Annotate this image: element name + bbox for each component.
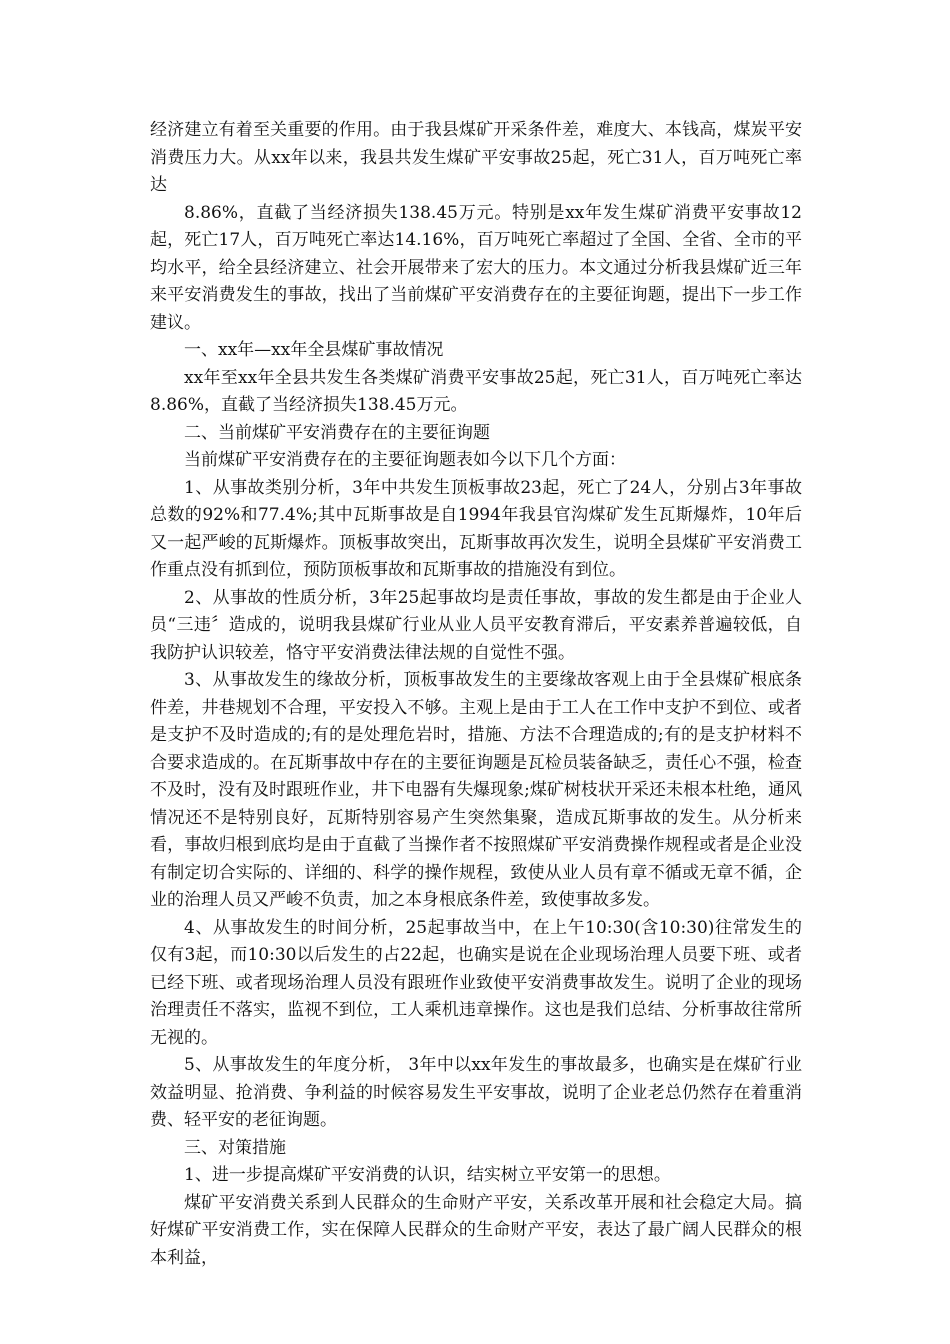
paragraph-point-1: 1、从事故类别分析，3年中共发生顶板事故23起，死亡了24人，分别占3年事故总数的92%和77.4%;其中瓦斯事故是自1994年我县官沟煤矿发生瓦斯爆炸，10年后又一起严峻的瓦斯爆炸。顶板事故突出，瓦斯事故再次发生，说明全县煤矿平安消费工作重点没有抓到位，预防顶板事故和瓦斯事故的措施没有到位。 — [150, 477, 802, 580]
paragraph-intro-continued: 经济建立有着至关重要的作用。由于我县煤矿开采条件差，难度大、本钱高，煤炭平安消费压力大。从xx年以来，我县共发生煤矿平安事故25起，死亡31人，百万吨死亡率达 — [150, 120, 802, 195]
paragraph-loss-statistics: 8.86%，直截了当经济损失138.45万元。特别是xx年发生煤矿消费平安事故12起，死亡17人，百万吨死亡率达14.16%，百万吨死亡率超过了全国、全省、全市的平均水平，给全县经济建立、社会开展带来了宏大的压力。本文通过分析我县煤矿近三年来平安消费发生的事故，找出了当前煤矿平安消费存在的主要征询题，提出下一步工作建议。 — [150, 202, 802, 333]
section-heading-3: 三、对策措施 — [184, 1137, 286, 1158]
paragraph-point-5: 5、从事故发生的年度分析， 3年中以xx年发生的事故最多，也确实是在煤矿行业效益明显、抢消费、争利益的时候容易发生平安事故，说明了企业老总仍然存在着重消费、轻平安的老征询题。 — [150, 1055, 802, 1130]
paragraph-problems-intro: 当前煤矿平安消费存在的主要征询题表如今以下几个方面： — [184, 450, 626, 470]
document-body — [150, 117, 802, 1272]
paragraph-point-3: 3、从事故发生的缘故分析，顶板事故发生的主要缘故客观上由于全县煤矿根底条件差，井巷规划不合理，平安投入不够。主观上是由于工人在工作中支护不到位、或者是支护不及时造成的;有的是处理危岩时，措施、方法不合理造成的;有的是支护材料不合要求造成的。在瓦斯事故中存在的主要征询题是瓦检员装备缺乏，责任心不强，检查不及时，没有及时跟班作业，井下电器有失爆现象;煤矿树枝状开采还未根本杜绝，通风情况还不是特别良好，瓦斯特别容易产生突然集聚，造成瓦斯事故的发生。从分析来看，事故归根到底均是由于直截了当操作者不按照煤矿平安消费操作规程或者是企业没有制定切合实际的、详细的、科学的操作规程，致使从业人员有章不循或无章不循，企业的治理人员又严峻不负责，加之本身根底条件差，致使事故多发。 — [150, 670, 802, 910]
paragraph-point-2: 2、从事故的性质分析，3年25起事故均是责任事故，事故的发生都是由于企业人员“三违〞造成的，说明我县煤矿行业从业人员平安教育滞后，平安素养普遍较低，自我防护认识较差，恪守平安消费法律法规的自觉性不强。 — [150, 587, 802, 663]
section-heading-1: 一、xx年—xx年全县煤矿事故情况 — [184, 340, 444, 360]
paragraph-measure-1-detail: 煤矿平安消费关系到人民群众的生命财产平安，关系改革开展和社会稳定大局。搞好煤矿平安消费工作，实在保障人民群众的生命财产平安，表达了最广阔人民群众的根本利益， — [150, 1192, 802, 1268]
paragraph-accident-summary: xx年至xx年全县共发生各类煤矿消费平安事故25起，死亡31人，百万吨死亡率达8.86%，直截了当经济损失138.45万元。 — [150, 367, 802, 415]
section-heading-2: 二、当前煤矿平安消费存在的主要征询题 — [184, 422, 490, 443]
paragraph-measure-1: 1、进一步提高煤矿平安消费的认识，结实树立平安第一的思想。 — [184, 1165, 671, 1185]
paragraph-point-4: 4、从事故发生的时间分析，25起事故当中，在上午10:30(含10:30)往常发生的仅有3起，而10:30以后发生的占22起，也确实是说在企业现场治理人员要下班、或者已经下班、或者现场治理人员没有跟班作业致使平安消费事故发生。说明了企业的现场治理责任不落实，监视不到位，工人乘机违章操作。这也是我们总结、分析事故往常所无视的。 — [150, 917, 802, 1048]
